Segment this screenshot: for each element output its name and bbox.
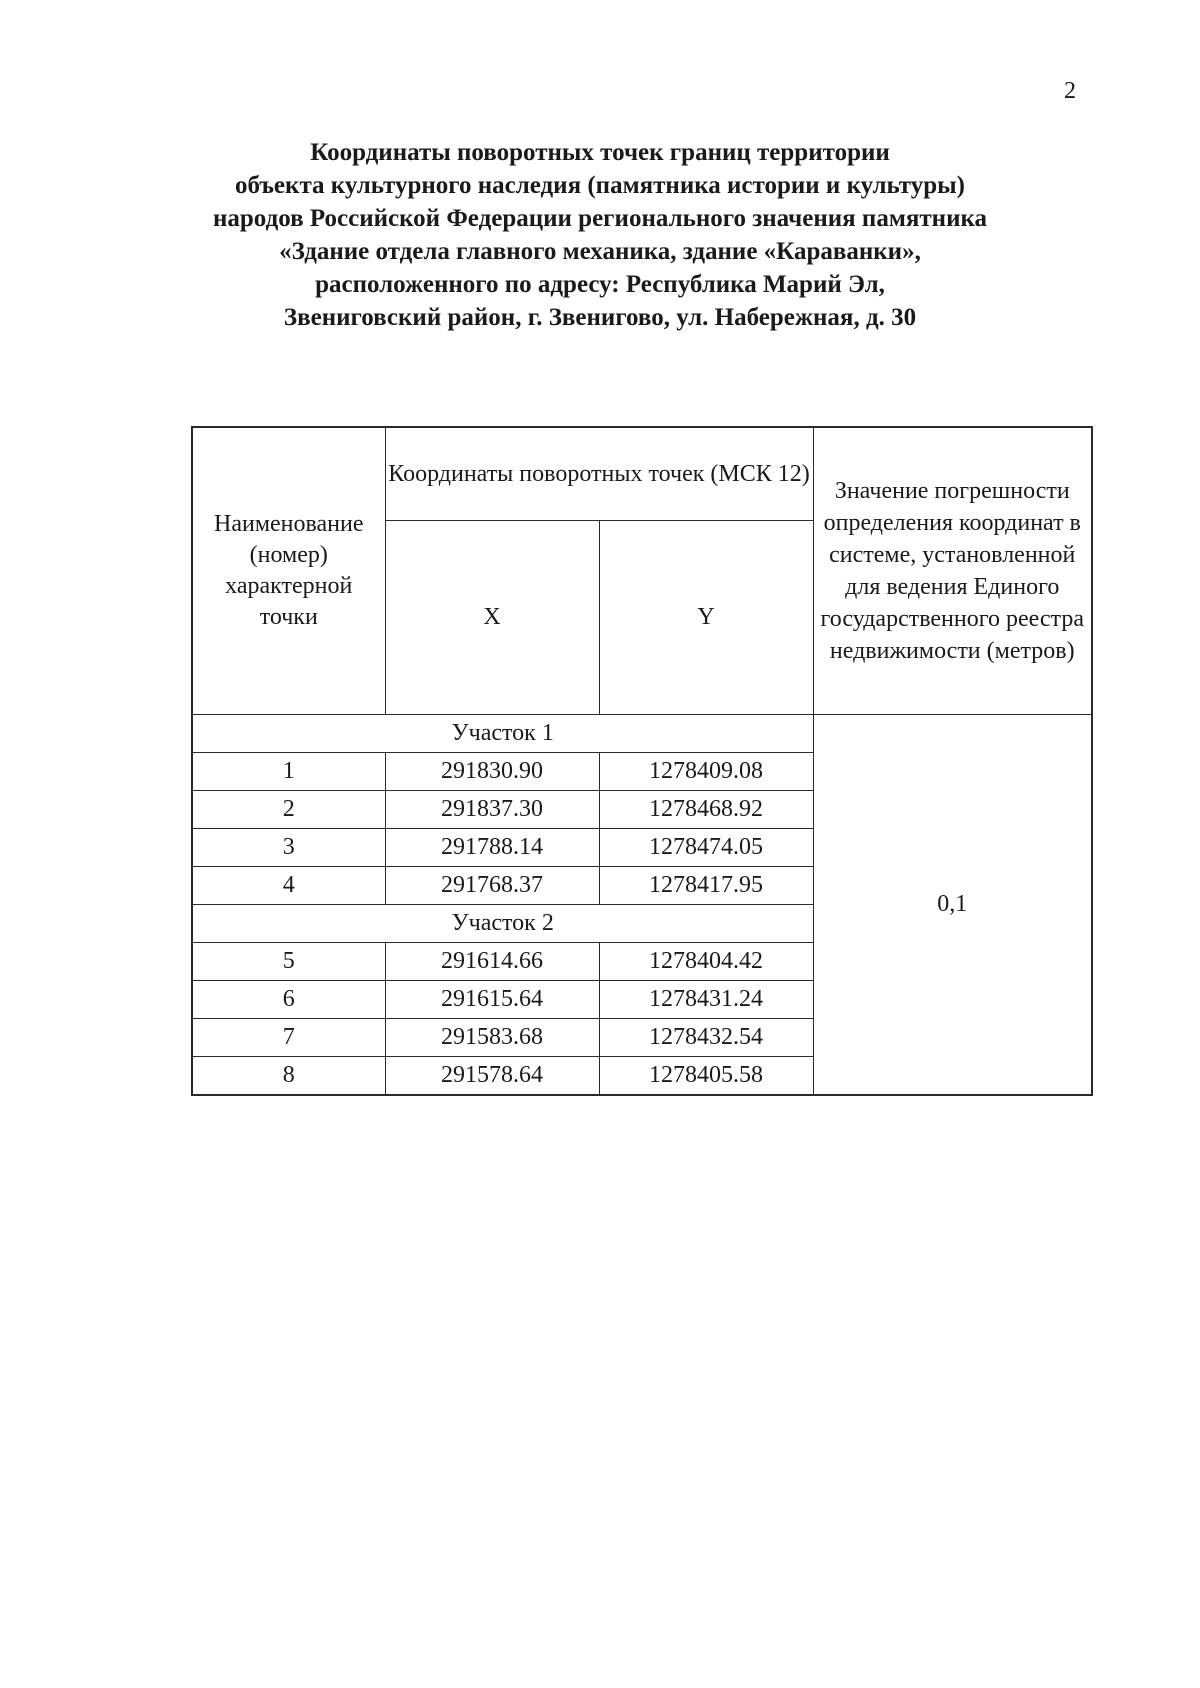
x-cell: 291768.37 (385, 867, 599, 905)
header-coordinates: Координаты поворотных точек (МСК 12) (385, 427, 813, 521)
title-line-6: Звениговский район, г. Звенигово, ул. Набережная, д. 30 (283, 304, 917, 331)
section-label: Участок 2 (192, 905, 813, 943)
coordinates-table (191, 426, 1093, 1096)
section-row (192, 715, 1092, 753)
x-cell: 291837.30 (385, 791, 599, 829)
x-cell: 291615.64 (385, 981, 599, 1019)
point-cell: 3 (192, 829, 385, 867)
point-cell: 8 (192, 1057, 385, 1096)
header-y: Y (599, 521, 813, 715)
point-cell: 1 (192, 753, 385, 791)
title-line-1: Координаты поворотных точек границ территории (310, 139, 890, 166)
x-cell: 291788.14 (385, 829, 599, 867)
header-error: Значение погрешности определения координат в системе, установленной для ведения Единого государственного реестра недвижимости (метров) (813, 427, 1092, 715)
x-cell: 291583.68 (385, 1019, 599, 1057)
error-value: 0,1 (813, 715, 1092, 1096)
document-title (100, 136, 1100, 334)
y-cell: 1278432.54 (599, 1019, 813, 1057)
x-cell: 291830.90 (385, 753, 599, 791)
header-x: X (385, 521, 599, 715)
page-number: 2 (1064, 78, 1076, 104)
y-cell: 1278404.42 (599, 943, 813, 981)
header-point-name: Наименование (номер) характерной точки (192, 427, 385, 715)
y-cell: 1278417.95 (599, 867, 813, 905)
x-cell: 291614.66 (385, 943, 599, 981)
y-cell: 1278474.05 (599, 829, 813, 867)
point-cell: 5 (192, 943, 385, 981)
title-line-3: народов Российской Федерации регионального значения памятника (213, 205, 987, 232)
section-label: Участок 1 (192, 715, 813, 753)
y-cell: 1278468.92 (599, 791, 813, 829)
point-cell: 6 (192, 981, 385, 1019)
point-cell: 7 (192, 1019, 385, 1057)
y-cell: 1278405.58 (599, 1057, 813, 1096)
point-cell: 2 (192, 791, 385, 829)
y-cell: 1278409.08 (599, 753, 813, 791)
title-line-5: расположенного по адресу: Республика Марий Эл, (315, 271, 885, 298)
point-cell: 4 (192, 867, 385, 905)
x-cell: 291578.64 (385, 1057, 599, 1096)
title-line-4: «Здание отдела главного механика, здание «Караванки», (279, 238, 921, 265)
title-line-2: объекта культурного наследия (памятника истории и культуры) (234, 172, 965, 199)
y-cell: 1278431.24 (599, 981, 813, 1019)
